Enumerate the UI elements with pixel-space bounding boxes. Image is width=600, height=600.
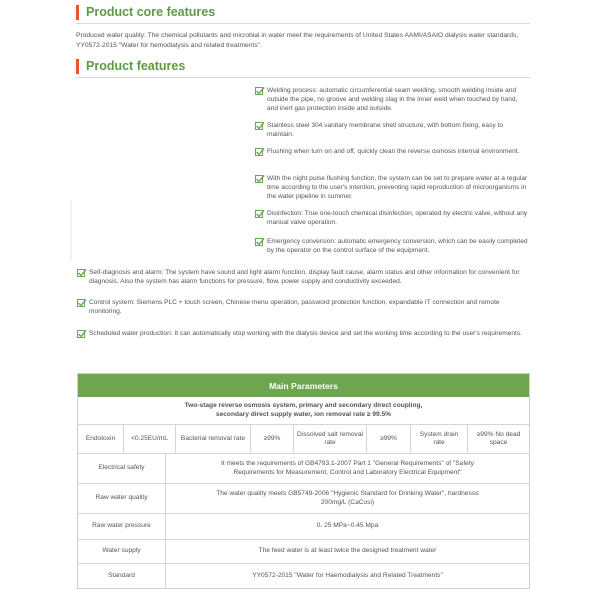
core-features-title: Product core features: [86, 5, 216, 19]
checkbox-icon: [255, 210, 263, 218]
checkbox-icon: [77, 299, 85, 307]
param-value: It meets the requirements of GB4793.1-2007 Part 1 "General Requirements" of "Safety Requirements for Measurement, Control and Laboratory Electrical Equipment": [221, 460, 474, 476]
param-row: [78, 514, 529, 540]
spec-label-endotoxin: Endotoxin: [78, 425, 124, 453]
main-parameters-title: Main Parameters: [78, 374, 529, 397]
checkbox-icon: [255, 122, 263, 130]
feature-item-shell: Stainless steel 304 sanitary membrane shell structure, with bottom fixing, easy to maintain.: [255, 121, 530, 139]
faint-divider: [70, 200, 72, 260]
param-key: Electrical safety: [78, 454, 166, 483]
param-value: The feed water is at least twice the designed treatment water: [258, 547, 437, 555]
param-row: [78, 484, 529, 514]
checkbox-icon: [77, 330, 85, 338]
checkbox-icon: [255, 148, 263, 156]
core-features-text: Produced water quality: The chemical pollutants and microbial in water meet the requirements of United States AAMI/ASAIO dialysis water standards, YY0572-2015 "Water for hemodialysis and related treatments".: [76, 32, 519, 49]
section-marker: [76, 59, 79, 74]
spec-label-drain-rate: System drain rate: [411, 425, 468, 453]
param-row: [78, 454, 529, 484]
param-value: YY0572-2015 "Water for Haemodialysis and Related Treatments": [252, 571, 443, 579]
param-key: Water supply: [78, 540, 166, 563]
spec-value-bacterial: ≥99%: [251, 425, 294, 453]
spec-label-bacterial: Bacterial removal rate: [176, 425, 251, 453]
checkbox-icon: [255, 87, 263, 95]
param-row: [78, 564, 529, 588]
checkbox-icon: [255, 238, 263, 246]
spec-value-drain-rate: ≥99% No dead space: [476, 430, 521, 446]
spec-row: [78, 425, 529, 454]
product-features-title: Product features: [86, 59, 186, 73]
checkbox-icon: [255, 175, 263, 183]
param-value: 0. 25 MPa~0.45 Mpa: [316, 522, 379, 530]
checkbox-icon: [77, 269, 85, 277]
product-features-header: [76, 55, 185, 77]
feature-item-disinfection: Disinfection: True one-touch chemical disinfection, operated by electric valve, without any manual valve operation.: [255, 209, 530, 227]
spec-value-endotoxin: <0.25EU/mL: [124, 425, 176, 453]
param-key: Raw water quality: [78, 484, 166, 513]
section-marker: [76, 5, 79, 20]
feature-item-flushing: Flushing when turn on and off, quickly clean the reverse osmosis internal environment.: [255, 147, 530, 156]
param-row: [78, 540, 529, 564]
product-image-area: [56, 80, 256, 250]
section-divider: [76, 23, 530, 24]
feature-item-self-diagnosis: Self-diagnosis and alarm: The system have sound and light alarm function, display fault cause, alarm status and other information for convenient for diagnosis. Also the system has alarm functions for pressure, flow, power supply and conductivity exceeded.: [77, 268, 531, 286]
param-value: The water quality meets GB5749-2006 "Hygienic Standard for Drinking Water", hardness≤ 200mg/L (CaCosi): [216, 490, 479, 506]
core-features-header: [76, 1, 215, 23]
feature-item-control-system: Control system: Siemens PLC + touch screen, Chinese menu operation, password protection function, expandable IT connection and remote monitoring.: [77, 298, 531, 316]
spec-value-dissolved-salt: ≥99%: [367, 425, 411, 453]
section-divider: [76, 77, 530, 78]
param-key: Raw water pressure: [78, 514, 166, 539]
main-parameters-table: [77, 373, 530, 589]
feature-item-night-pulse: With the night pulse flushing function, the system can be set to prepare water at a regular time according to the user's intention, preventing rapid reproduction of microorganisms in the water pipeline in summer.: [255, 174, 530, 202]
feature-item-welding: Welding process: automatic circumferential seam welding, smooth welding inside and outside the pipe, no groove and welding slag in the inner weld when touched by hand, and inert gas protection inside and outside.: [255, 86, 530, 114]
main-parameters-subtitle: Two-stage reverse osmosis system, primary and secondary direct coupling, secondary direct supply water, ion removal rate ≥ 99.5%: [78, 397, 529, 425]
param-key: Standard: [78, 564, 166, 588]
feature-item-emergency: Emergency conversion: automatic emergency conversion, which can be easily completed by the operator on the control surface of the equipment.: [255, 237, 530, 255]
spec-label-dissolved-salt: Dissolved salt removal rate: [294, 425, 367, 453]
feature-item-scheduled-production: Scheduled water production: It can automatically stop working with the dialysis device and set the working time according to the user's requirements.: [77, 329, 531, 338]
